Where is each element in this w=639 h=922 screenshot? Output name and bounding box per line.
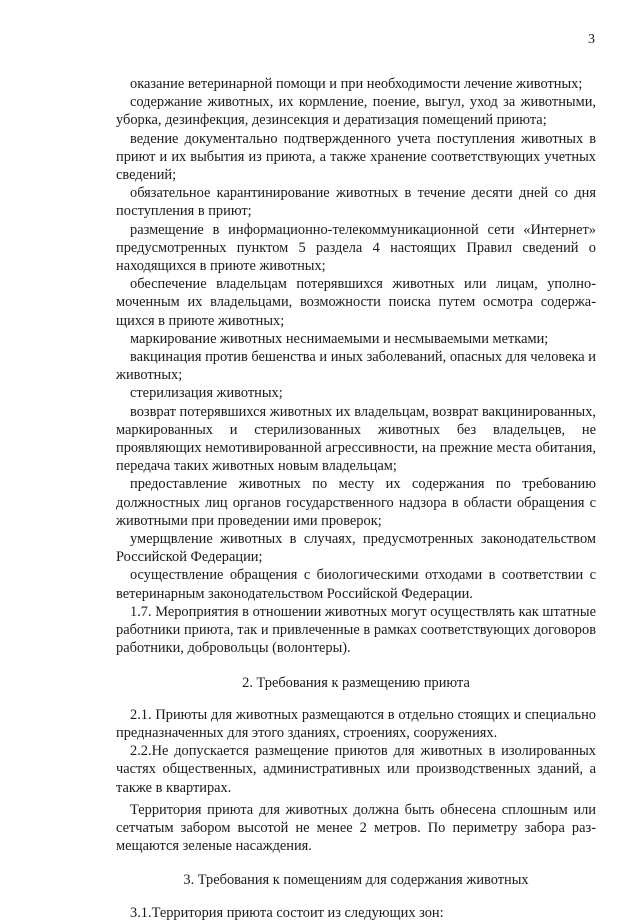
list-item-euthanasia: умерщвление животных в случаях, предусмотренных законодательством Российской Федерации; (116, 531, 596, 566)
clause-3-1: 3.1.Территория приюта состоит из следующих зон: (130, 904, 444, 921)
section-2-heading: 2. Требования к размещению приюта (242, 674, 470, 691)
list-item-marking: маркирование животных неснимаемыми и несмываемыми метками; (130, 330, 549, 347)
document-body (116, 75, 596, 922)
list-item-bio-waste: осуществление обращения с биологическими отходами в соответствии с ветеринарным законодательством Российской Федерации. (116, 567, 596, 602)
list-item-sterilization: стерилизация животных; (130, 385, 283, 402)
clause-2-2: 2.2.Не допускается размещение приютов для животных в изолированных частях общественных, административных или производственных зданий, а также в квартирах. (116, 743, 596, 796)
list-item-keeping: содержание животных, их кормление, поение, выгул, уход за животными, уборка, дезинфекция, дезинсекция и дератизация помещений приюта; (116, 94, 596, 129)
list-item-owner-search: обеспечение владельцам потерявшихся животных или лицам, уполномоченным их владельцами, возможности поиска путем осмотра содержащихся в приюте животных; (116, 276, 596, 329)
territory-fence-paragraph: Территория приюта для животных должна быть обнесена сплошным или сетчатым забором высотой не менее 2 метров. По периметру забора размещаются зеленые насаждения. (116, 801, 596, 855)
list-item-vet-care: оказание ветеринарной помощи и при необходимости лечение животных; (130, 76, 583, 92)
clause-1-7: 1.7. Мероприятия в отношении животных могут осуществлять как штатные работники приюта, так и привлеченные в рамках соответствующих договоров работники, добровольцы (волонтеры). (116, 603, 596, 657)
list-item-return: возврат потерявшихся животных их владельцам, возврат вакцинированных, маркированных и стерилизованных животных без владельцев, не проявляющих немотивированной агрессивности, на прежние места обитания, передача таких животных новым владельцам; (116, 403, 596, 475)
list-item-records: ведение документально подтвержденного учета поступления животных в приют и их выбытия из приюта, а также хранение соответствующих учетных сведений; (116, 130, 596, 184)
clause-2-1: 2.1. Приюты для животных размещаются в отдельно стоящих и специально предназначенных для этого зданиях, строениях, сооружениях. (116, 706, 596, 741)
list-item-inspection: предоставление животных по месту их содержания по требованию должностных лиц органов государственного надзора в области обращения с животными при проведении ими проверок; (116, 476, 596, 529)
list-item-internet-info: размещение в информационно-телекоммуникационной сети «Интернет» предусмотренных пунктом 5 раздела 4 настоящих Правил сведений о находящихся в приюте животных; (116, 221, 596, 275)
page-number: 3 (588, 32, 595, 47)
section-3-heading: 3. Требования к помещениям для содержания животных (183, 872, 529, 889)
list-item-quarantine: обязательное карантинирование животных в течение десяти дней со дня поступления в приют; (116, 185, 596, 220)
list-item-vaccination: вакцинация против бешенства и иных заболеваний, опасных для человека и животных; (116, 349, 596, 384)
